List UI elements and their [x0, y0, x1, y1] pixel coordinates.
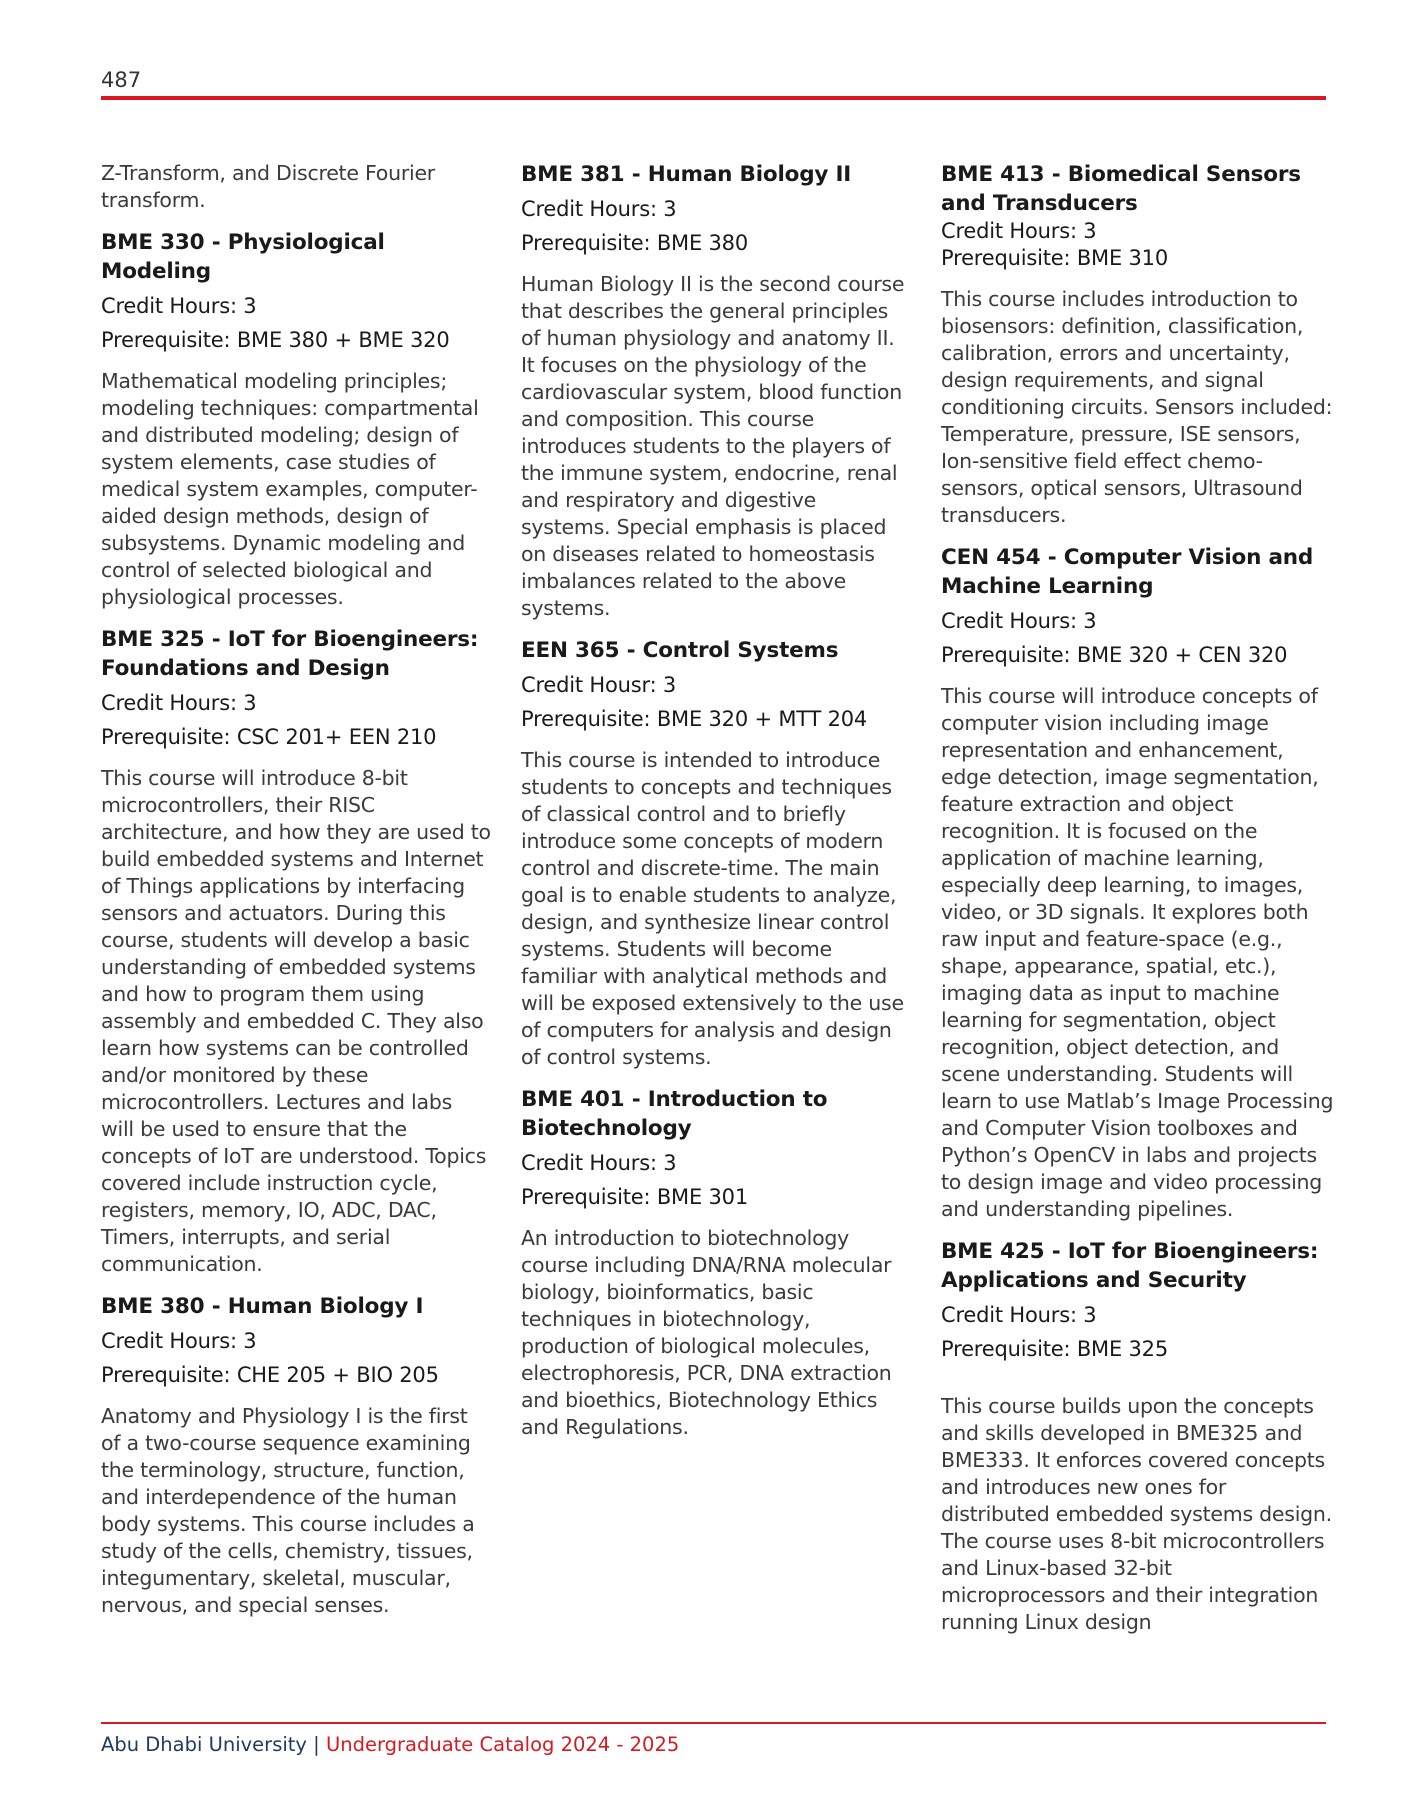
credit-hours: Credit Hours: 3	[101, 691, 257, 715]
course-title: BME 413 - Biomedical Sensors and Transducers	[941, 162, 1301, 216]
page-number: 487	[101, 68, 142, 92]
prerequisite: Prerequisite: CHE 205 + BIO 205	[101, 1363, 439, 1387]
prerequisite: Prerequisite: BME 301	[521, 1185, 748, 1209]
course-description: This course is intended to introduce students to concepts and techniques of classical control and to briefly introduce some concepts of modern control and discrete-time. The main goal is to enable students to analyze, design, and synthesize linear control systems. Students will become familiar with analytical methods and will be exposed extensively to the use of computers for analysis and design of control systems.	[521, 748, 904, 1069]
course-title: BME 425 - IoT for Bioengineers: Applications and Security	[941, 1239, 1319, 1293]
course-title: BME 381 - Human Biology II	[521, 162, 852, 187]
footer-organization: Abu Dhabi University	[101, 1733, 307, 1756]
header-divider	[101, 96, 1326, 100]
prerequisite: Prerequisite: BME 380 + BME 320	[101, 328, 450, 352]
credit-hours: Credit Hours: 3	[941, 219, 1097, 243]
course-entry	[941, 1237, 1336, 1636]
course-entry	[521, 160, 911, 622]
course-entry	[941, 543, 1336, 1223]
course-description: This course includes introduction to biosensors: definition, classification, calibration, errors and uncertainty, design requirements, and signal conditioning circuits. Sensors included: Temperature, pressure, ISE sensors, Ion-sensitive field effect chemo-sensors, optical sensors, Ultrasound transducers.	[941, 287, 1333, 527]
course-entry	[101, 625, 491, 1278]
footer-divider	[101, 1722, 1326, 1724]
course-entry	[101, 1292, 491, 1619]
course-entry	[521, 1085, 911, 1441]
prerequisite: Prerequisite: BME 320 + CEN 320	[941, 643, 1288, 667]
column-left	[101, 160, 491, 1619]
course-entry	[101, 228, 491, 611]
course-title: BME 325 - IoT for Bioengineers: Foundations and Design	[101, 627, 479, 681]
footer	[101, 1732, 679, 1758]
credit-hours: Credit Hours: 3	[941, 609, 1097, 633]
credit-hours: Credit Hours: 3	[521, 1151, 677, 1175]
credit-hours: Credit Hours: 3	[101, 1329, 257, 1353]
course-description: This course will introduce 8-bit microcontrollers, their RISC architecture, and how they are used to build embedded systems and Internet of Things applications by interfacing sensors and actuators. During this course, students will develop a basic understanding of embedded systems and how to program them using assembly and embedded C. They also learn how systems can be controlled and/or monitored by these microcontrollers. Lectures and labs will be used to ensure that the concepts of IoT are understood. Topics covered include instruction cycle, registers, memory, IO, ADC, DAC, Timers, interrupts, and serial communication.	[101, 766, 491, 1276]
credit-hours: Credit Hours: 3	[941, 1303, 1097, 1327]
prerequisite: Prerequisite: BME 380	[521, 231, 748, 255]
footer-separator: |	[313, 1733, 320, 1756]
prerequisite: Prerequisite: CSC 201+ EEN 210	[101, 725, 437, 749]
footer-catalog-title: Undergraduate Catalog 2024 - 2025	[325, 1733, 680, 1756]
continued-text: Z-Transform, and Discrete Fourier transform.	[101, 161, 435, 212]
course-title: CEN 454 - Computer Vision and Machine Learning	[941, 545, 1314, 599]
course-entry	[941, 160, 1336, 529]
course-title: BME 401 - Introduction to Biotechnology	[521, 1087, 828, 1141]
course-entry	[521, 636, 911, 1071]
course-description: An introduction to biotechnology course including DNA/RNA molecular biology, bioinformatics, basic techniques in biotechnology, production of biological molecules, electrophoresis, PCR, DNA extraction and bioethics, Biotechnology Ethics and Regulations.	[521, 1226, 892, 1439]
prerequisite: Prerequisite: BME 310	[941, 246, 1168, 270]
course-description: Human Biology II is the second course that describes the general principles of human physiology and anatomy II. It focuses on the physiology of the cardiovascular system, blood function and composition. This course introduces students to the players of the immune system, endocrine, renal and respiratory and digestive systems. Special emphasis is placed on diseases related to homeostasis imbalances related to the above systems.	[521, 272, 905, 620]
course-description: Mathematical modeling principles; modeling techniques: compartmental and distributed modeling; design of system elements, case studies of medical system examples, computer-aided design methods, design of subsystems. Dynamic modeling and control of selected biological and physiological processes.	[101, 369, 479, 609]
course-title: EEN 365 - Control Systems	[521, 638, 839, 663]
course-title: BME 330 - Physiological Modeling	[101, 230, 385, 284]
course-description: This course builds upon the concepts and skills developed in BME325 and BME333. It enforces covered concepts and introduces new ones for distributed embedded systems design. The course uses 8-bit microcontrollers and Linux-based 32-bit microprocessors and their integration running Linux design	[941, 1394, 1332, 1634]
prerequisite: Prerequisite: BME 325	[941, 1337, 1168, 1361]
course-title: BME 380 - Human Biology I	[101, 1294, 424, 1319]
credit-hours: Credit Housr: 3	[521, 673, 677, 697]
column-right	[941, 160, 1336, 1636]
credit-hours: Credit Hours: 3	[101, 294, 257, 318]
prerequisite: Prerequisite: BME 320 + MTT 204	[521, 707, 868, 731]
course-description: Anatomy and Physiology I is the first of a two-course sequence examining the terminology, structure, function, and interdependence of the human body systems. This course includes a study of the cells, chemistry, tissues, integumentary, skeletal, muscular, nervous, and special senses.	[101, 1404, 475, 1617]
course-description: This course will introduce concepts of computer vision including image representation and enhancement, edge detection, image segmentation, feature extraction and object recognition. It is focused on the application of machine learning, especially deep learning, to images, video, or 3D signals. It explores both raw input and feature-space (e.g., shape, appearance, spatial, etc.), imaging data as input to machine learning for segmentation, object recognition, object detection, and scene understanding. Students will learn to use Matlab’s Image Processing and Computer Vision toolboxes and Python’s OpenCV in labs and projects to design image and video processing and understanding pipelines.	[941, 684, 1334, 1221]
column-middle	[521, 160, 911, 1441]
credit-hours: Credit Hours: 3	[521, 197, 677, 221]
